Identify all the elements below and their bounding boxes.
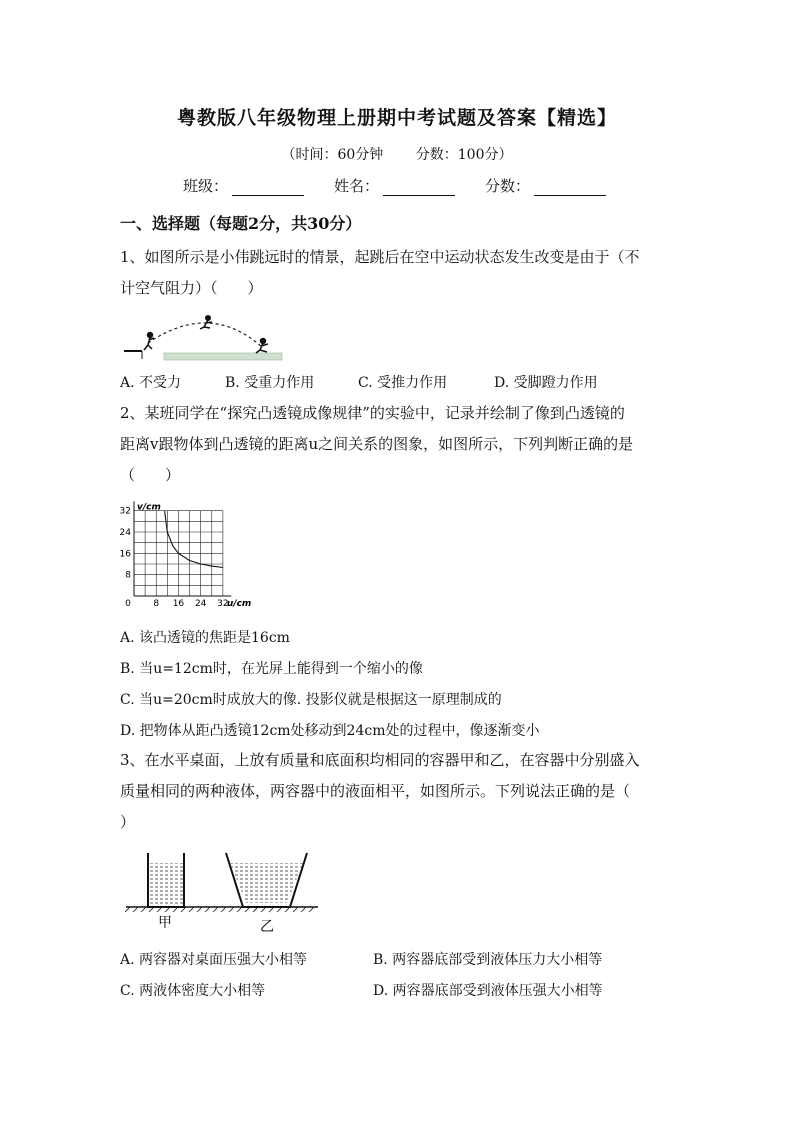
- long-jump-figure: [120, 313, 290, 365]
- question-3-line3: ）: [120, 813, 136, 831]
- question-3: [120, 745, 680, 838]
- section-heading: 一、选择题（每题2分，共30分）: [120, 214, 362, 233]
- question-2-line3: （ ）: [120, 466, 181, 484]
- container-jia: [148, 853, 184, 907]
- question-3-options: [120, 945, 603, 1007]
- question-2-options: [120, 623, 540, 747]
- q2-option-a[interactable]: A. 该凸透镜的焦距是16cm: [120, 630, 290, 646]
- y-axis-label: v/cm: [137, 502, 161, 513]
- lens-image-chart: [116, 490, 266, 615]
- question-2-line1: 2、某班同学在“探究凸透镜成像规律”的实验中，记录并绘制了像到凸透镜的: [120, 404, 625, 422]
- q3-option-b[interactable]: B. 两容器底部受到液体压力大小相等: [373, 952, 603, 968]
- name-field[interactable]: 姓名：: [334, 175, 455, 196]
- q2-option-c[interactable]: C. 当u=20cm时成放大的像. 投影仪就是根据这一原理制成的: [120, 692, 502, 708]
- score-field[interactable]: 分数：: [485, 175, 606, 196]
- question-1-line2: 计空气阻力）（ ）: [120, 279, 263, 297]
- q1-option-b[interactable]: B. 受重力作用: [225, 375, 315, 391]
- q3-option-a[interactable]: A. 两容器对桌面压强大小相等: [120, 952, 308, 968]
- x-tick-label: 8: [153, 599, 160, 609]
- score-info: 分数：100分）: [415, 147, 513, 163]
- label-jia: 甲: [158, 915, 172, 931]
- x-tick-label: 0: [125, 599, 131, 609]
- question-1-line1: 1、如图所示是小伟跳远时的情景，起跳后在空中运动状态发生改变是由于（不: [120, 248, 640, 266]
- q2-option-b[interactable]: B. 当u=12cm时，在光屏上能得到一个缩小的像: [120, 661, 423, 677]
- question-3-line1: 3、在水平桌面，上放有质量和底面积均相同的容器甲和乙，在容器中分别盛入: [120, 751, 640, 769]
- student-info-row: [183, 175, 606, 196]
- exam-meta: [0, 144, 794, 164]
- y-tick-label: 32: [119, 506, 131, 517]
- class-field[interactable]: 班级：: [183, 175, 304, 196]
- question-2-line2: 距离v跟物体到凸透镜的距离u之间关系的图象，如图所示，下列判断正确的是: [120, 435, 634, 453]
- question-1: [120, 242, 680, 304]
- label-yi: 乙: [260, 919, 274, 935]
- y-tick-label: 8: [125, 570, 131, 581]
- q3-option-d[interactable]: D. 两容器底部受到液体压强大小相等: [373, 983, 603, 999]
- y-tick-label: 24: [119, 528, 131, 538]
- q1-option-d[interactable]: D. 受脚蹬力作用: [494, 375, 598, 391]
- question-2: [120, 398, 680, 491]
- q1-option-a[interactable]: A. 不受力: [120, 375, 182, 391]
- y-tick-label: 16: [119, 549, 131, 560]
- chart-axes: [134, 501, 231, 596]
- x-axis-label: u/cm: [226, 599, 252, 609]
- x-tick-label: 16: [172, 599, 185, 609]
- container-yi: [226, 853, 307, 907]
- x-tick-label: 24: [194, 599, 207, 609]
- q3-option-c[interactable]: C. 两液体密度大小相等: [120, 983, 266, 999]
- series-line: [165, 511, 223, 568]
- containers-figure: [120, 845, 325, 935]
- time-info: （时间：60分钟: [281, 147, 384, 163]
- q2-option-d[interactable]: D. 把物体从距凸透镜12cm处移动到24cm处的过程中，像逐渐变小: [120, 723, 540, 739]
- x-tick-label: 32: [217, 599, 229, 609]
- question-1-options: [120, 372, 598, 392]
- question-3-line2: 质量相同的两种液体，两容器中的液面相平，如图所示。下列说法正确的是（: [120, 782, 631, 800]
- q1-option-c[interactable]: C. 受推力作用: [358, 375, 448, 391]
- chart-ticks: [120, 507, 229, 609]
- page-title: 粤教版八年级物理上册期中考试题及答案【精选】: [176, 107, 617, 129]
